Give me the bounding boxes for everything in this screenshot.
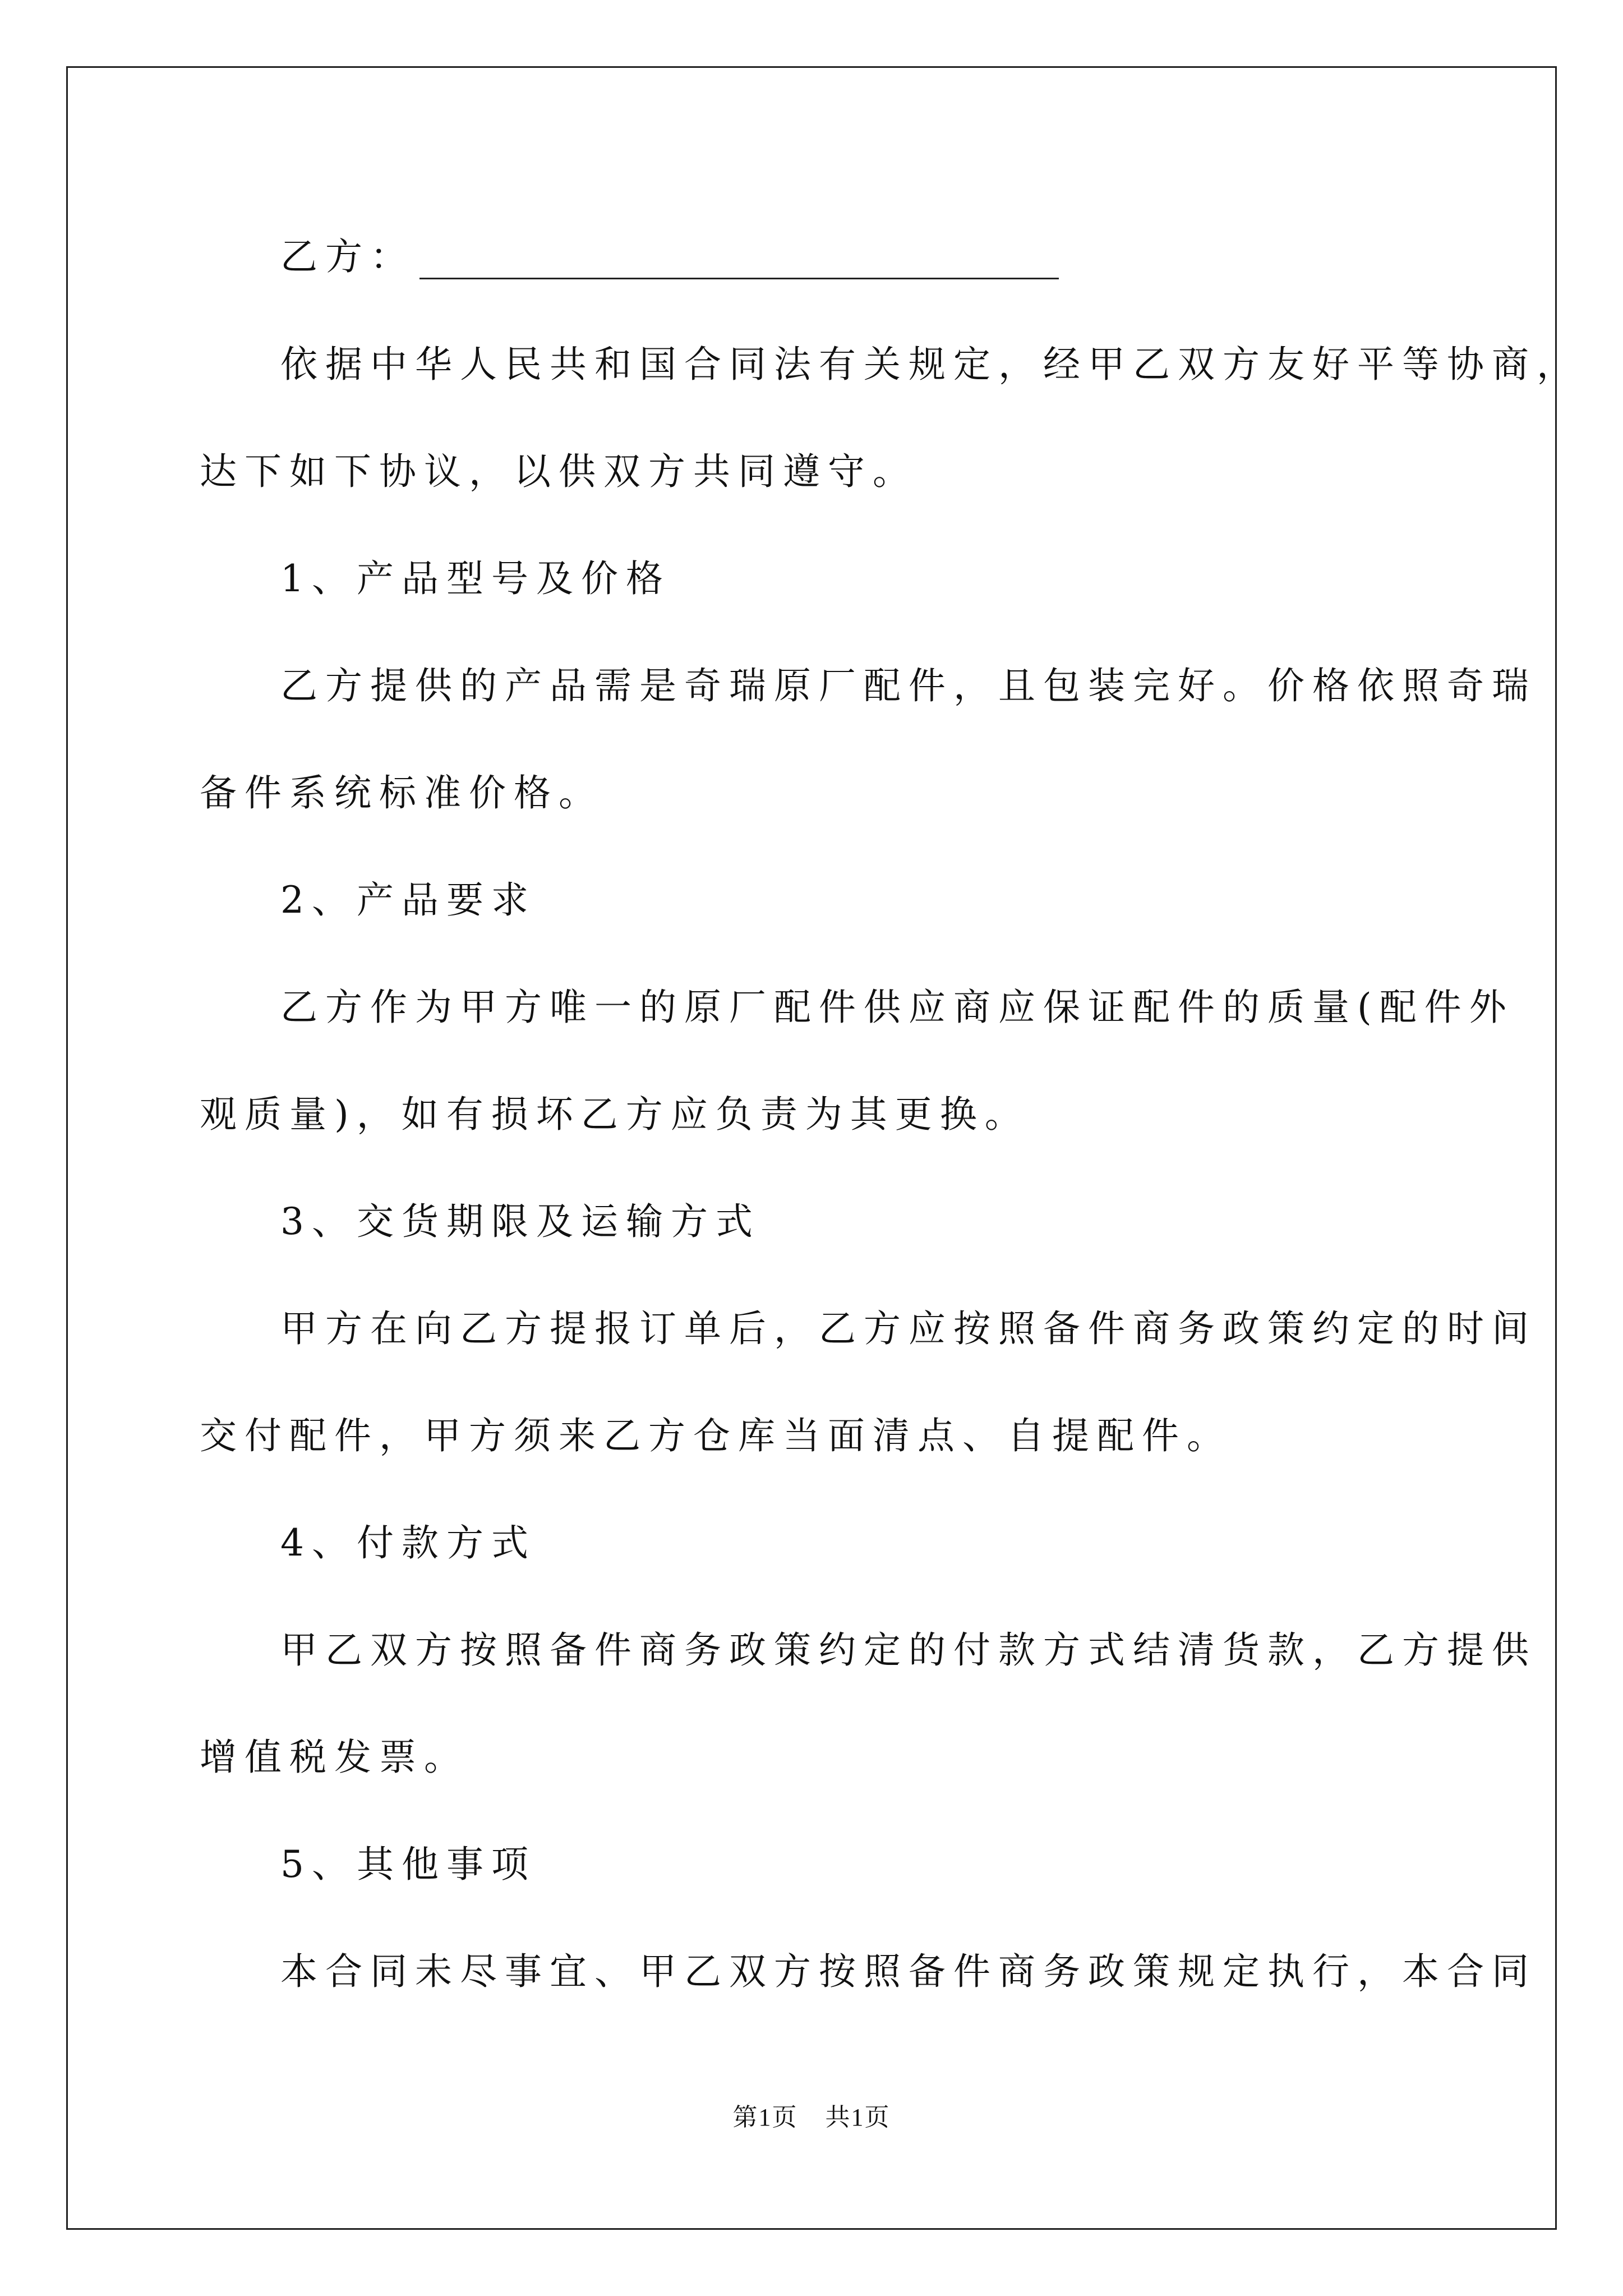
document-line: 交付配件，甲方须来乙方仓库当面清点、自提配件。 bbox=[200, 1414, 1232, 1457]
document-line: 甲方在向乙方提报订单后，乙方应按照备件商务政策约定的时间 bbox=[280, 1307, 1537, 1350]
document-line: 达下如下协议，以供双方共同遵守。 bbox=[200, 450, 917, 493]
page-footer bbox=[0, 2097, 1623, 2133]
document-line: 4、付款方式 bbox=[280, 1521, 536, 1565]
document-line: 观质量)，如有损坏乙方应负责为其更换。 bbox=[200, 1093, 1030, 1136]
party-b-line bbox=[280, 234, 1059, 279]
document-line: 甲乙双方按照备件商务政策约定的付款方式结清货款，乙方提供 bbox=[280, 1628, 1537, 1672]
document-line: 备件系统标准价格。 bbox=[200, 771, 603, 815]
document-line: 3、交货期限及运输方式 bbox=[280, 1200, 760, 1243]
document-line: 本合同未尽事宜、甲乙双方按照备件商务政策规定执行，本合同 bbox=[280, 1950, 1537, 1993]
document-line: 乙方作为甲方唯一的原厂配件供应商应保证配件的质量(配件外 bbox=[280, 986, 1514, 1029]
document-line: 增值税发票。 bbox=[200, 1736, 469, 1779]
page-number: 第1页 bbox=[732, 2104, 798, 2131]
page-border bbox=[66, 66, 1557, 2230]
document-line: 2、产品要求 bbox=[280, 878, 536, 922]
document-line: 乙方提供的产品需是奇瑞原厂配件，且包装完好。价格依照奇瑞 bbox=[280, 664, 1537, 707]
document-line: 1、产品型号及价格 bbox=[280, 557, 671, 600]
party-b-label: 乙方： bbox=[280, 235, 415, 278]
party-b-blank-field bbox=[419, 242, 1059, 279]
document-line: 依据中华人民共和国合同法有关规定，经甲乙双方友好平等协商， bbox=[280, 343, 1581, 386]
page-total: 共1页 bbox=[825, 2104, 891, 2131]
document-line: 5、其他事项 bbox=[280, 1843, 536, 1886]
